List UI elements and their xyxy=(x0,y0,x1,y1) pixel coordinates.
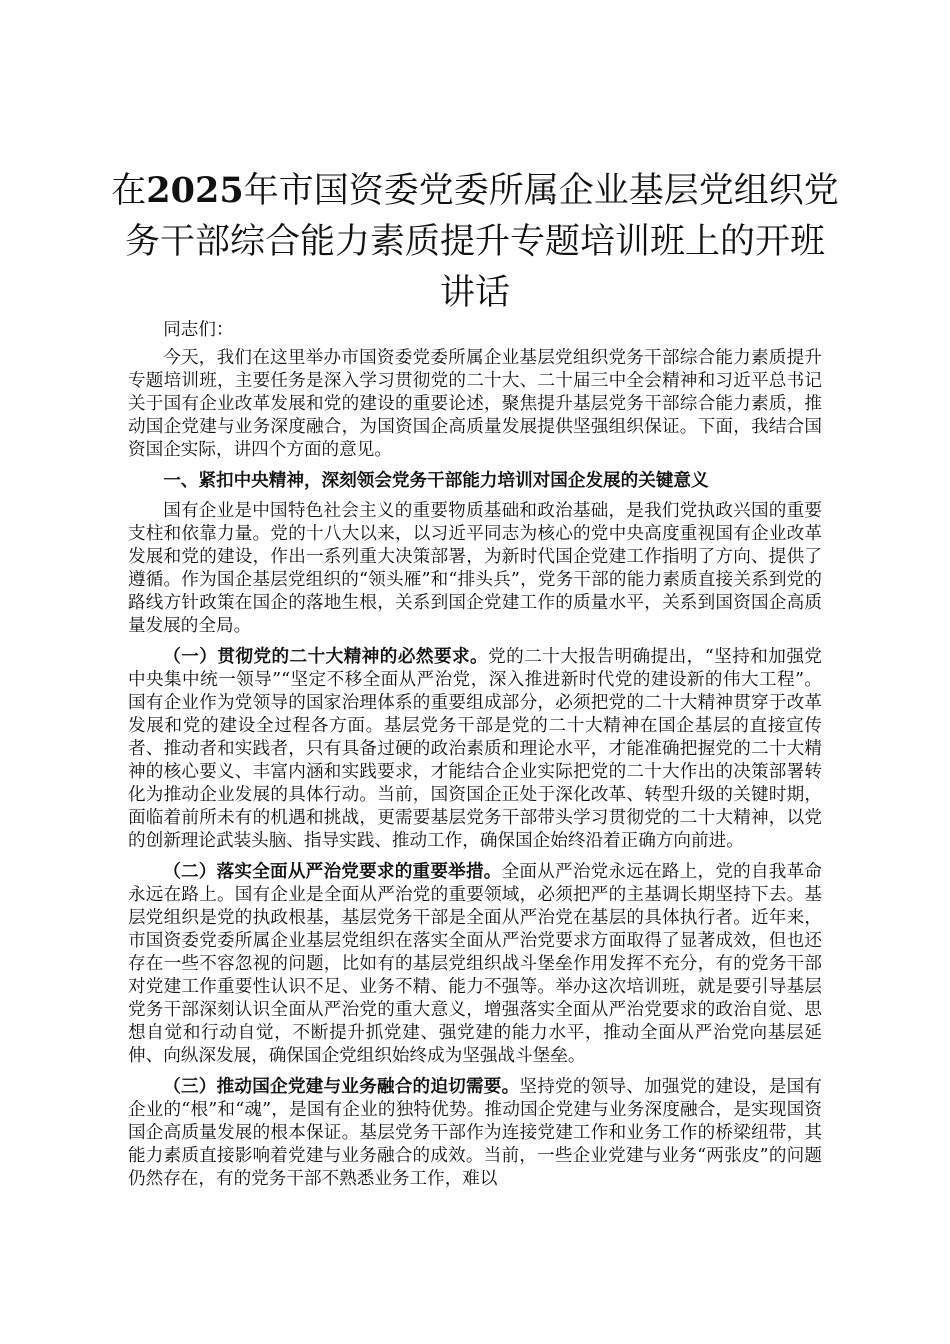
point-2-paragraph xyxy=(128,860,822,1068)
document-body xyxy=(128,319,822,1191)
document-title xyxy=(108,165,842,319)
section-1-heading: 一、紧扣中央精神，深刻领会党务干部能力培训对国企发展的关键意义 xyxy=(163,470,709,491)
point-2-lead: （二）落实全面从严治党要求的重要举措。 xyxy=(163,861,502,882)
point-3-text: 坚持党的领导、加强党的建设，是国有企业的“根”和“魂”，是国有企业的独特优势。推动国企党建与业务深度融合，是实现国资国企高质量发展的根本保证。基层党务干部作为连接党建工作和业务工作的桥梁纽带，其能力素质直接影响着党建与业务融合的成效。当前，一些企业党建与业务“两张皮”的问题仍然存在，有的党务干部不熟悉业务工作，难以 xyxy=(128,1077,822,1189)
section-1-paragraph: 国有企业是中国特色社会主义的重要物质基础和政治基础，是我们党执政兴国的重要支柱和依靠力量。党的十八大以来，以习近平同志为核心的党中央高度重视国有企业改革发展和党的建设，作出一系列重大决策部署，为新时代国企党建工作指明了方向、提供了遵循。作为国企基层党组织的“领头雁”和“排头兵”，党务干部的能力素质直接关系到党的路线方针政策在国企的落地生根，关系到国企党建工作的质量水平，关系到国资国企高质量发展的全局。 xyxy=(128,501,822,636)
title-prefix: 在 xyxy=(111,171,147,211)
point-1-paragraph xyxy=(128,645,822,853)
document-page xyxy=(111,165,839,1198)
point-3-lead: （三）推动国企党建与业务融合的迫切需要。 xyxy=(163,1076,520,1097)
title-rest: 年市国资委党委所属企业基层党组织党务干部综合能力素质提升专题培训班上的开班讲话 xyxy=(124,171,839,313)
point-2-text: 全面从严治党永远在路上，党的自我革命永远在路上。国有企业是全面从严治党的重要领域，必须把严的主基调长期坚持下去。基层党组织是党的执政根基，基层党务干部是全面从严治党在基层的具体执行者。近年来，市国资委党委所属企业基层党组织在落实全面从严治党要求方面取得了显著成效，但也还存在一些不容忽视的问题，比如有的基层党组织战斗堡垒作用发挥不充分，有的党务干部对党建工作重要性认识不足、业务不精、能力不强等。举办这次培训班，就是要引导基层党务干部深刻认识全面从严治党的重大意义，增强落实全面从严治党要求的政治自觉、思想自觉和行动自觉，不断提升抓党建、强党建的能力水平，推动全面从严治党向基层延伸、向纵深发展，确保国企党组织始终成为坚强战斗堡垒。 xyxy=(128,862,822,1066)
point-1-lead: （一）贯彻党的二十大精神的必然要求。 xyxy=(163,646,489,667)
title-year: 2025 xyxy=(146,170,244,211)
salutation: 同志们： xyxy=(163,320,234,340)
point-3-paragraph xyxy=(128,1075,822,1191)
point-1-text: 党的二十大报告明确提出，“坚持和加强党中央集中统一领导”“坚定不移全面从严治党，深入推进新时代党的建设新的伟大工程”。国有企业作为党领导的国家治理体系的重要组成部分，必须把党的二十大精神贯穿于改革发展和党的建设全过程各方面。基层党务干部是党的二十大精神在国企基层的直接宣传者、推动者和实践者，只有具备过硬的政治素质和理论水平，才能准确把握党的二十大精神的核心要义、丰富内涵和实践要求，才能结合企业实际把党的二十大作出的决策部署转化为推动企业发展的具体行动。当前，国资国企正处于深化改革、转型升级的关键时期，面临着前所未有的机遇和挑战，更需要基层党务干部带头学习贯彻党的二十大精神，以党的创新理论武装头脑、指导实践、推动工作，确保国企始终沿着正确方向前进。 xyxy=(128,647,822,851)
intro-paragraph: 今天，我们在这里举办市国资委党委所属企业基层党组织党务干部综合能力素质提升专题培训班，主要任务是深入学习贯彻党的二十大、二十届三中全会精神和习近平总书记关于国有企业改革发展和党的建设的重要论述，聚焦提升基层党务干部综合能力素质，推动国企党建与业务深度融合，为国资国企高质量发展提供坚强组织保证。下面，我结合国资国企实际，讲四个方面的意见。 xyxy=(128,348,822,460)
